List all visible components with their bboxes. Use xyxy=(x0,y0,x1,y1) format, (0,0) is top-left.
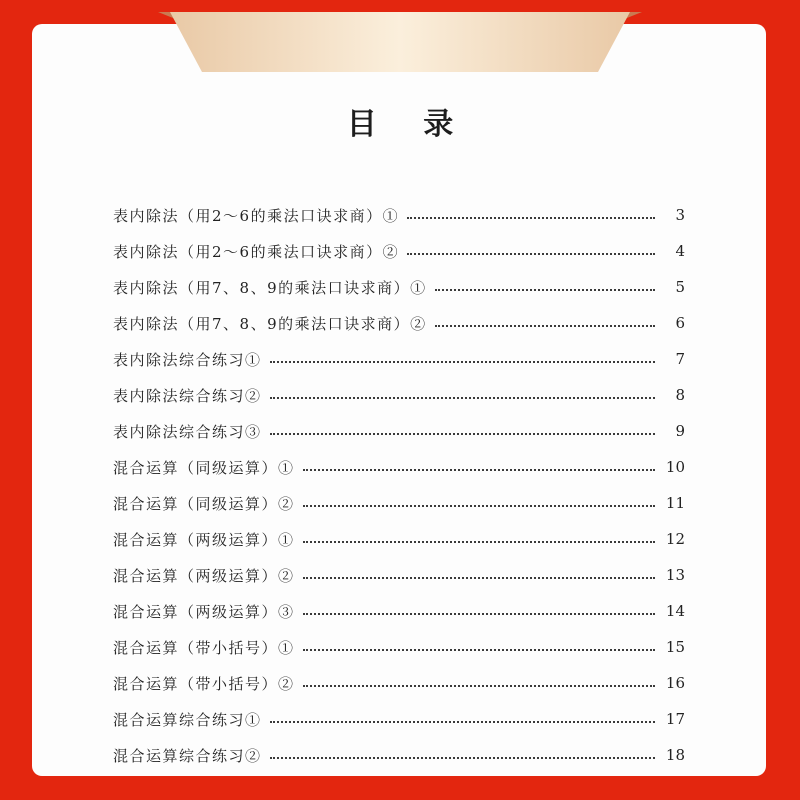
toc-entry-label: 混合运算（带小括号）① xyxy=(113,638,295,657)
dot-leader xyxy=(303,541,655,543)
toc-entry-label: 表内除法综合练习② xyxy=(113,386,262,405)
toc-entry-page-number: 6 xyxy=(675,314,685,332)
toc-entry-page-number: 12 xyxy=(665,530,685,548)
toc-entry-label: 混合运算综合练习② xyxy=(113,746,262,765)
toc-entry-label: 混合运算（同级运算）① xyxy=(113,458,295,477)
toc-entry-label: 混合运算（两级运算）② xyxy=(113,566,295,585)
toc-entry[interactable] xyxy=(113,233,685,269)
dot-leader xyxy=(407,253,655,255)
toc-entry-label: 混合运算综合练习① xyxy=(113,710,262,729)
dot-leader xyxy=(270,721,655,723)
dot-leader xyxy=(270,757,655,759)
toc-entry-label: 表内除法综合练习① xyxy=(113,350,262,369)
toc-entry-page-number: 10 xyxy=(665,458,685,476)
table-of-contents xyxy=(113,197,685,773)
dot-leader xyxy=(303,685,655,687)
toc-entry-label: 混合运算（带小括号）② xyxy=(113,674,295,693)
toc-entry-page-number: 7 xyxy=(675,350,685,368)
dot-leader xyxy=(435,289,655,291)
dot-leader xyxy=(303,469,655,471)
toc-entry[interactable] xyxy=(113,377,685,413)
toc-entry[interactable] xyxy=(113,197,685,233)
ribbon-banner xyxy=(158,10,642,74)
dot-leader xyxy=(270,433,655,435)
toc-entry-label: 表内除法（用7、8、9的乘法口诀求商）② xyxy=(113,314,427,333)
toc-entry-label: 表内除法（用7、8、9的乘法口诀求商）① xyxy=(113,278,427,297)
toc-entry[interactable] xyxy=(113,521,685,557)
toc-entry-page-number: 13 xyxy=(665,566,685,584)
toc-entry[interactable] xyxy=(113,341,685,377)
toc-entry-page-number: 5 xyxy=(675,278,685,296)
dot-leader xyxy=(303,613,655,615)
toc-entry-page-number: 15 xyxy=(665,638,685,656)
toc-entry-page-number: 8 xyxy=(675,386,685,404)
toc-entry[interactable] xyxy=(113,593,685,629)
toc-entry-page-number: 3 xyxy=(675,206,685,224)
dot-leader xyxy=(270,397,655,399)
toc-entry[interactable] xyxy=(113,413,685,449)
dot-leader xyxy=(435,325,655,327)
toc-entry[interactable] xyxy=(113,485,685,521)
toc-entry-page-number: 17 xyxy=(665,710,685,728)
toc-entry-label: 表内除法（用2～6的乘法口诀求商）② xyxy=(113,242,400,261)
toc-entry[interactable] xyxy=(113,701,685,737)
dot-leader xyxy=(407,217,655,219)
toc-entry-page-number: 18 xyxy=(665,746,685,764)
toc-entry-page-number: 9 xyxy=(675,422,685,440)
dot-leader xyxy=(303,649,655,651)
toc-entry-label: 表内除法（用2～6的乘法口诀求商）① xyxy=(113,206,400,225)
toc-entry-page-number: 14 xyxy=(665,602,685,620)
toc-entry-page-number: 16 xyxy=(665,674,685,692)
toc-entry[interactable] xyxy=(113,305,685,341)
toc-entry[interactable] xyxy=(113,665,685,701)
dot-leader xyxy=(303,577,655,579)
dot-leader xyxy=(303,505,655,507)
page-title: 目 录 xyxy=(346,107,472,142)
toc-entry-label: 混合运算（两级运算）③ xyxy=(113,602,295,621)
toc-entry[interactable] xyxy=(113,629,685,665)
dot-leader xyxy=(270,361,655,363)
toc-entry[interactable] xyxy=(113,269,685,305)
toc-entry-page-number: 11 xyxy=(665,494,685,512)
toc-entry[interactable] xyxy=(113,737,685,773)
toc-entry-label: 混合运算（两级运算）① xyxy=(113,530,295,549)
toc-entry-page-number: 4 xyxy=(675,242,685,260)
toc-entry[interactable] xyxy=(113,557,685,593)
toc-entry-label: 表内除法综合练习③ xyxy=(113,422,262,441)
toc-entry[interactable] xyxy=(113,449,685,485)
toc-entry-label: 混合运算（同级运算）② xyxy=(113,494,295,513)
